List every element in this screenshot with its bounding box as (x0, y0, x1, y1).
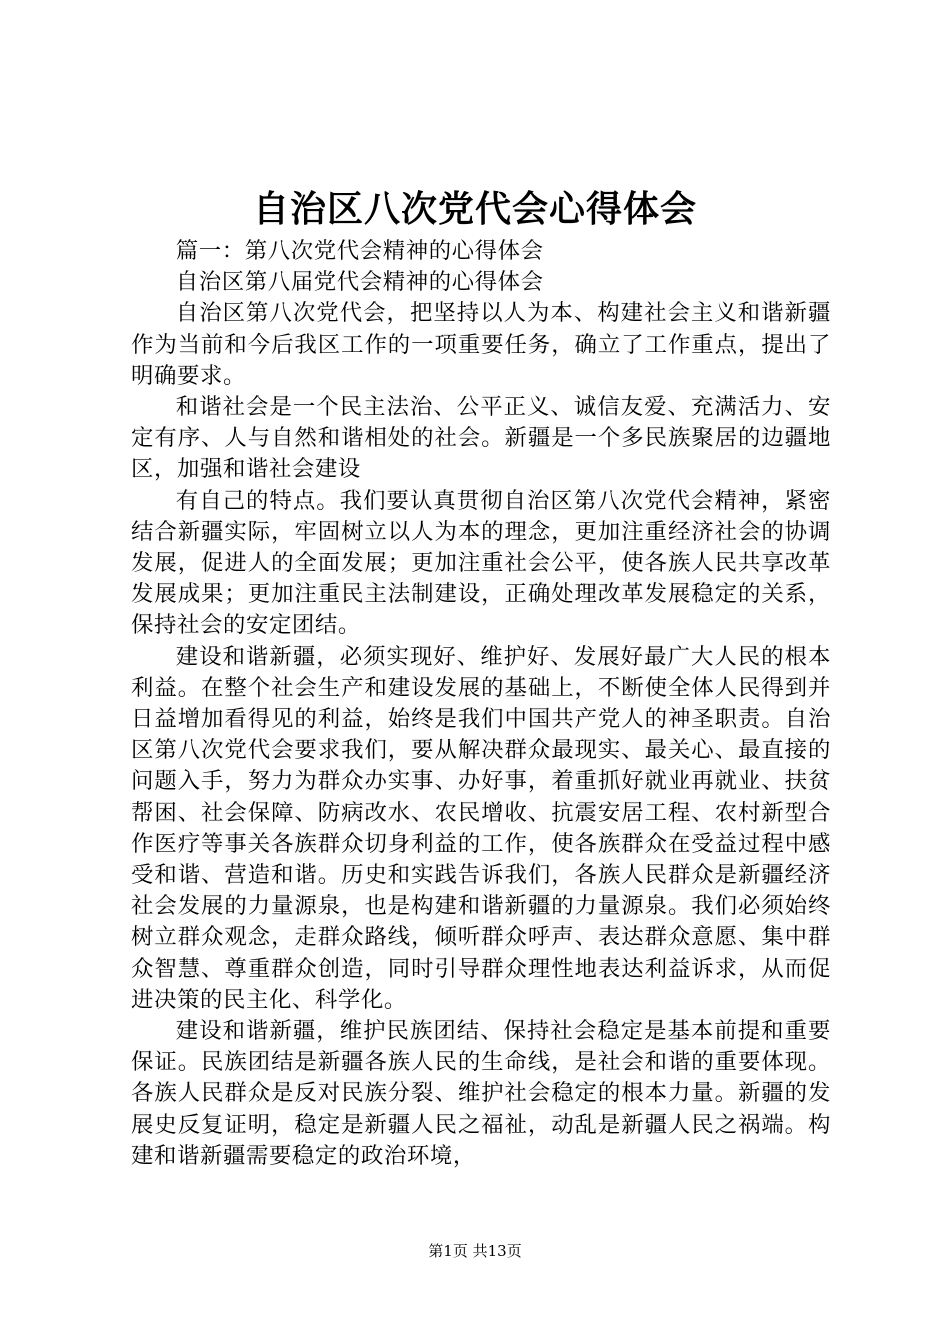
paragraph: 自治区第八次党代会，把坚持以人为本、构建社会主义和谐新疆作为当前和今后我区工作的一项重要任务，确立了工作重点，提出了明确要求。 (131, 300, 831, 389)
paragraph: 建设和谐新疆，必须实现好、维护好、发展好最广大人民的根本利益。在整个社会生产和建设发展的基础上，不断使全体人民得到并日益增加看得见的利益，始终是我们中国共产党人的神圣职责。自治区第八次党代会要求我们，要从解决群众最现实、最关心、最直接的问题入手，努力为群众办实事、办好事，着重抓好就业再就业、扶贫帮困、社会保障、防病改水、农民增收、抗震安居工程、农村新型合作医疗等事关各族群众切身利益的工作，使各族群众在受益过程中感受和谐、营造和谐。历史和实践告诉我们，各族人民群众是新疆经济社会发展的力量源泉，也是构建和谐新疆的力量源泉。我们必须始终树立群众观念，走群众路线，倾听群众呼声、表达群众意愿、集中群众智慧、尊重群众创造，同时引导群众理性地表达利益诉求，从而促进决策的民主化、科学化。 (131, 643, 831, 1013)
paragraph-subtitle: 自治区第八届党代会精神的心得体会 (175, 269, 544, 296)
page-number-footer: 第1页 共13页 (428, 1242, 522, 1260)
document-title: 自治区八次党代会心得体会 (252, 188, 697, 230)
paragraph: 建设和谐新疆，维护民族团结、保持社会稳定是基本前提和重要保证。民族团结是新疆各族人民的生命线，是社会和谐的重要体现。各族人民群众是反对民族分裂、维护社会稳定的根本力量。新疆的发展史反复证明，稳定是新疆人民之福祉，动乱是新疆人民之祸端。构建和谐新疆需要稳定的政治环境， (131, 1018, 831, 1169)
paragraph: 有自己的特点。我们要认真贯彻自治区第八次党代会精神，紧密结合新疆实际，牢固树立以人为本的理念，更加注重经济社会的协调发展，促进人的全面发展；更加注重社会公平，使各族人民共享改革发展成果；更加注重民主法制建设，正确处理改革发展稳定的关系，保持社会的安定团结。 (131, 487, 831, 639)
paragraph-section-heading: 篇一：第八次党代会精神的心得体会 (175, 238, 544, 264)
paragraph: 和谐社会是一个民主法治、公平正义、诚信友爱、充满活力、安定有序、人与自然和谐相处的社会。新疆是一个多民族聚居的边疆地区，加强和谐社会建设 (131, 394, 831, 483)
document-body (131, 236, 831, 1172)
